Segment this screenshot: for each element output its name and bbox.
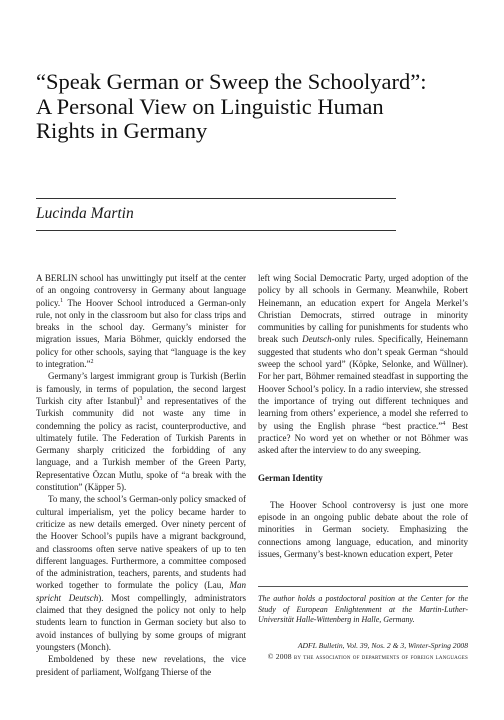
paragraph-text: -only rules. Specifically, Heinemann suggested that students who don’t speak German “should sweep the school yard” (Köpke, Selonke, and Wüllner). For her part, Böhmer remained steadfast in supporting the Hoover School’s policy. In a radio interview, she stressed the importance of trying out different techniques and learning from others’ experience, a model she referred to by using the English phrase “best practice.” — [258, 334, 468, 431]
paragraph-text: A BERLIN school has unwittingly put itself at the center of an ongoing controversy in Germany about language policy. — [36, 273, 246, 308]
paragraph-text: ). Most compellingly, administrators claimed that they designed the policy not only to help students learn to function in German society but also to avoid instances of bullying by some groups of migrant youngsters (Monch). — [36, 592, 246, 652]
journal-info — [258, 641, 468, 662]
paragraph-2 — [36, 370, 246, 493]
paragraph-6 — [258, 499, 468, 560]
right-column — [258, 272, 468, 560]
footnote-ref: 4 — [442, 420, 446, 427]
author-divider — [36, 230, 396, 231]
paragraph-text: and representatives of the Turkish community did not waste any time in condemning the policy as racist, counterproductive, and ultimately futile. The Federation of Turkish Parents in Germany sharply criticized the forbidding of any language, and a Turkish member of the Green Party, Representative Özcan Mutlu, spoke of “a break with the constitution” (Käpper 5). — [36, 395, 247, 493]
paragraph-text: left wing Social Democratic Party, urged adoption of the policy by all schools in Germany. Meanwhile, Robert Heinemann, an education expert for Angela Merkel’s Christian Democrats, stirred outrage in minority communities by calling for punishments for students who break such — [258, 273, 468, 345]
paragraph-text: The Hoover School introduced a German-only rule, not only in the classroom but also for class trips and breaks in the school day. Germany’s minister for migration issues, Maria Böhmer, quickly endorsed the policy for other schools, saying that “language is the key to integration.” — [36, 297, 246, 370]
emphasis-text: Deutsch — [302, 334, 332, 345]
paragraph-3 — [36, 493, 246, 653]
paragraph-text: To many, the school’s German-only policy smacked of cultural imperialism, yet the policy became harder to criticize as new details emerged. Over ninety percent of the Hoover School’s pupils have a migrant background, and classrooms often serve native speakers of up to ten different languages. Furthermore, a committee composed of the administration, teachers, parents, and students had worked together to formulate the policy (Lau, — [36, 494, 246, 591]
paragraph-text: Best practice? No word yet on whether or not Böhmer was asked after the interview to do any sweeping. — [258, 420, 469, 456]
author-footnote: The author holds a postdoctoral position at the Center for the Study of European Enlightenment at the Martin-Luther-Universität Halle-Wittenberg in Halle, Germany. — [258, 594, 468, 624]
paragraph-4 — [36, 653, 246, 678]
paragraph-text: Emboldened by these new revelations, the vice president of parliament, Wolfgang Thierse of the — [36, 654, 246, 677]
paragraph-text: Germany’s largest immigrant group is Turkish (Berlin is famously, in terms of population, the second largest Turkish city after Istanbul) — [36, 371, 246, 406]
copyright-line: © 2008 by the association of departments of foreign languages — [267, 651, 468, 661]
footnote-ref: 3 — [139, 395, 143, 402]
paragraph-1 — [36, 272, 246, 370]
left-column — [36, 272, 246, 678]
journal-citation: ADFL Bulletin, Vol. 39, Nos. 2 & 3, Winter-Spring 2008 — [297, 641, 468, 650]
title-divider — [36, 198, 396, 199]
footnote-ref: 1 — [60, 297, 64, 304]
paragraph-5 — [258, 272, 468, 456]
citation-title: Man spricht Deutsch — [36, 580, 246, 603]
paragraph-text: The Hoover School controversy is just one more episode in an ongoing public debate about the role of minorities in German society. Emphasizing the connections among language, education, and minority issues, Germany’s best-known education expert, Peter — [258, 499, 468, 559]
article-title: “Speak German or Sweep the Schoolyard”: A Personal View on Linguistic Human Rights in Germany — [36, 69, 427, 143]
footnote-ref: 2 — [90, 359, 94, 366]
author-name: Lucinda Martin — [36, 205, 134, 222]
footnote-divider — [258, 586, 468, 587]
section-heading: German Identity — [258, 473, 323, 484]
